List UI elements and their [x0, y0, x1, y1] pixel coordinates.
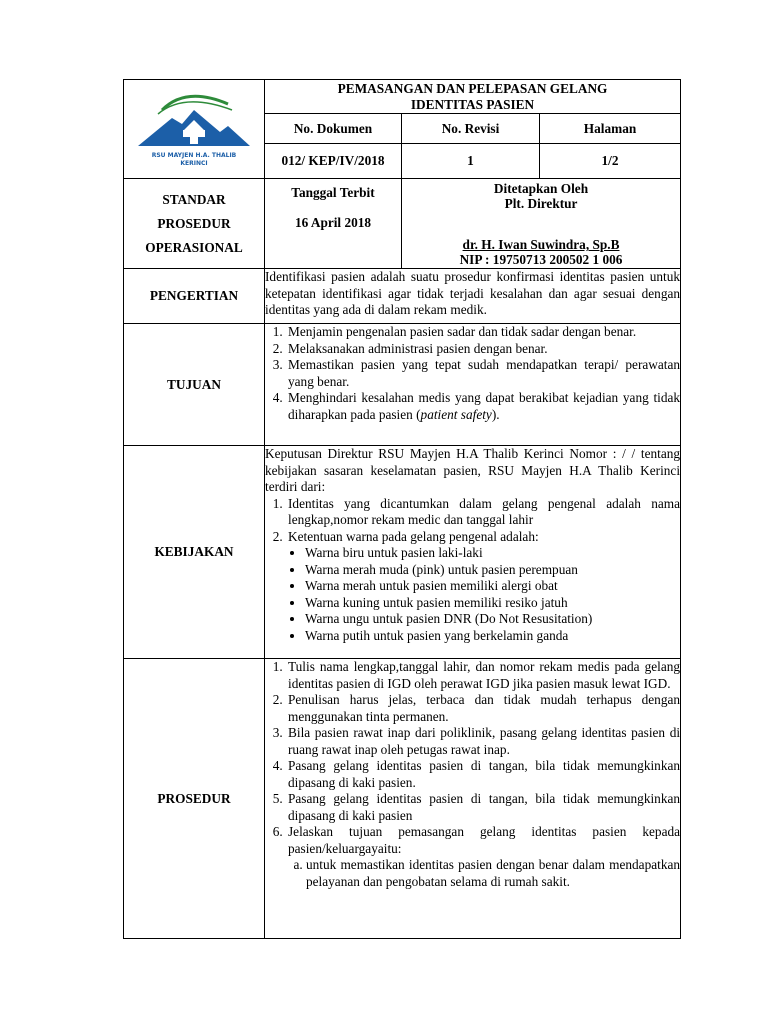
color-code-item: • Warna kuning untuk pasien memiliki resiko jatuh	[305, 595, 680, 612]
prosedur-item-6-text: Jelaskan tujuan pemasangan gelang identitas pasien kepada pasien/keluargayaitu:	[288, 824, 681, 856]
revision-value: 1	[402, 144, 540, 179]
tujuan-item-4-end: ).	[491, 406, 500, 422]
tujuan-label: TUJUAN	[124, 324, 265, 446]
list-item	[286, 529, 680, 645]
list-item	[286, 824, 680, 890]
page-value: 1/2	[540, 144, 681, 179]
doc-no-value: 012/ KEP/IV/2018	[265, 144, 402, 179]
list-item: 1. Tulis nama lengkap,tanggal lahir, dan nomor rekam medis pada gelang identitas pasien di IGD oleh perawat IGD jika pasien masuk lewat IGD.	[286, 659, 680, 692]
sop-label	[124, 179, 265, 269]
kebijakan-intro: Keputusan Direktur RSU Mayjen H.A Thalib Kerinci Nomor : / / tentang kebijakan sasaran keselamatan pasien, RSU Mayjen H.A Thalib Kerinci terdiri dari:	[265, 446, 681, 494]
prosedur-list	[265, 659, 680, 890]
color-code-list	[267, 545, 680, 644]
logo-line-1: RSU MAYJEN H.A. THALIB	[151, 152, 237, 159]
list-item: 1. Menjamin pengenalan pasien sadar dan tidak sadar dengan benar.	[286, 324, 680, 341]
director-position: Plt. Direktur	[504, 196, 578, 211]
title-line-2: IDENTITAS PASIEN	[410, 97, 535, 112]
list-item: 1. Identitas yang dicantumkan dalam gelang pengenal adalah nama lengkap,nomor rekam medic dan tanggal lahir	[286, 496, 680, 529]
list-item: 5. Pasang gelang identitas pasien di tangan, bila tidak memungkinkan dipasang di kaki pasien	[286, 791, 680, 824]
logo-line-2: KERINCI	[180, 160, 208, 167]
list-item: 4. Pasang gelang identitas pasien di tangan, bila tidak memungkinkan dipasang di kaki pasien.	[286, 758, 680, 791]
tujuan-item-4-text: Menghindari kesalahan medis yang dapat berakibat kejadian yang tidak diharapkan pada pasien (	[288, 390, 681, 422]
color-code-item: • Warna biru untuk pasien laki-laki	[305, 545, 680, 562]
prosedur-content	[265, 659, 681, 939]
list-item	[286, 390, 680, 423]
approval-cell	[402, 179, 681, 269]
pengertian-text: Identifikasi pasien adalah suatu prosedur konfirmasi identitas pasien untuk ketepatan identifikasi agar tidak terjadi kesalahan dan agar sesuai dengan identitas yang ada di dalam rekam medik.	[265, 269, 681, 324]
title-line-1: PEMASANGAN DAN PELEPASAN GELANG	[337, 81, 608, 96]
tujuan-content	[265, 324, 681, 446]
list-item: 2. Melaksanakan administrasi pasien dengan benar.	[286, 341, 680, 358]
hospital-logo-icon	[124, 80, 263, 158]
prosedur-label: PROSEDUR	[124, 659, 265, 939]
sop-line-2: PROSEDUR	[157, 215, 231, 231]
issue-date-value: 16 April 2018	[294, 215, 372, 230]
sop-line-3: OPERASIONAL	[145, 239, 243, 255]
kebijakan-item-2-text: Ketentuan warna pada gelang pengenal adalah:	[288, 528, 539, 544]
list-item: 2. Penulisan harus jelas, terbaca dan tidak mudah terhapus dengan menggunakan tinta permanen.	[286, 692, 680, 725]
signer-nip: NIP : 19750713 200502 1 006	[459, 252, 623, 267]
color-code-item: • Warna ungu untuk pasien DNR (Do Not Resusitation)	[305, 611, 680, 628]
revision-label: No. Revisi	[402, 114, 540, 144]
list-item: 3. Bila pasien rawat inap dari poliklinik, pasang gelang identitas pasien di ruang rawat inap oleh petugas rawat inap.	[286, 725, 680, 758]
kebijakan-content	[265, 446, 681, 659]
color-code-item: • Warna merah untuk pasien memiliki alergi obat	[305, 578, 680, 595]
logo-cell	[124, 80, 265, 179]
color-code-item: • Warna putih untuk pasien yang berkelamin ganda	[305, 628, 680, 645]
document-title	[265, 80, 681, 114]
doc-no-label: No. Dokumen	[265, 114, 402, 144]
established-by: Ditetapkan Oleh	[493, 181, 589, 196]
sop-document-table	[123, 79, 681, 939]
signer-name: dr. H. Iwan Suwindra, Sp.B	[462, 237, 620, 252]
issue-date-label: Tanggal Terbit	[291, 185, 375, 200]
prosedur-sub-list	[288, 857, 680, 890]
logo-caption	[124, 152, 264, 168]
issue-date-cell	[265, 179, 402, 269]
kebijakan-list	[265, 496, 680, 645]
patient-safety-term: patient safety	[420, 406, 492, 422]
tujuan-list	[265, 324, 680, 423]
page-label: Halaman	[540, 114, 681, 144]
list-item: 3. Memastikan pasien yang tepat sudah mendapatkan terapi/ perawatan yang benar.	[286, 357, 680, 390]
list-item: a. untuk memastikan identitas pasien dengan benar dalam mendapatkan pelayanan dan pengobatan selama di rumah sakit.	[306, 857, 680, 890]
pengertian-label: PENGERTIAN	[124, 269, 265, 324]
kebijakan-label: KEBIJAKAN	[124, 446, 265, 659]
sop-line-1: STANDAR	[162, 191, 226, 207]
color-code-item: • Warna merah muda (pink) untuk pasien perempuan	[305, 562, 680, 579]
